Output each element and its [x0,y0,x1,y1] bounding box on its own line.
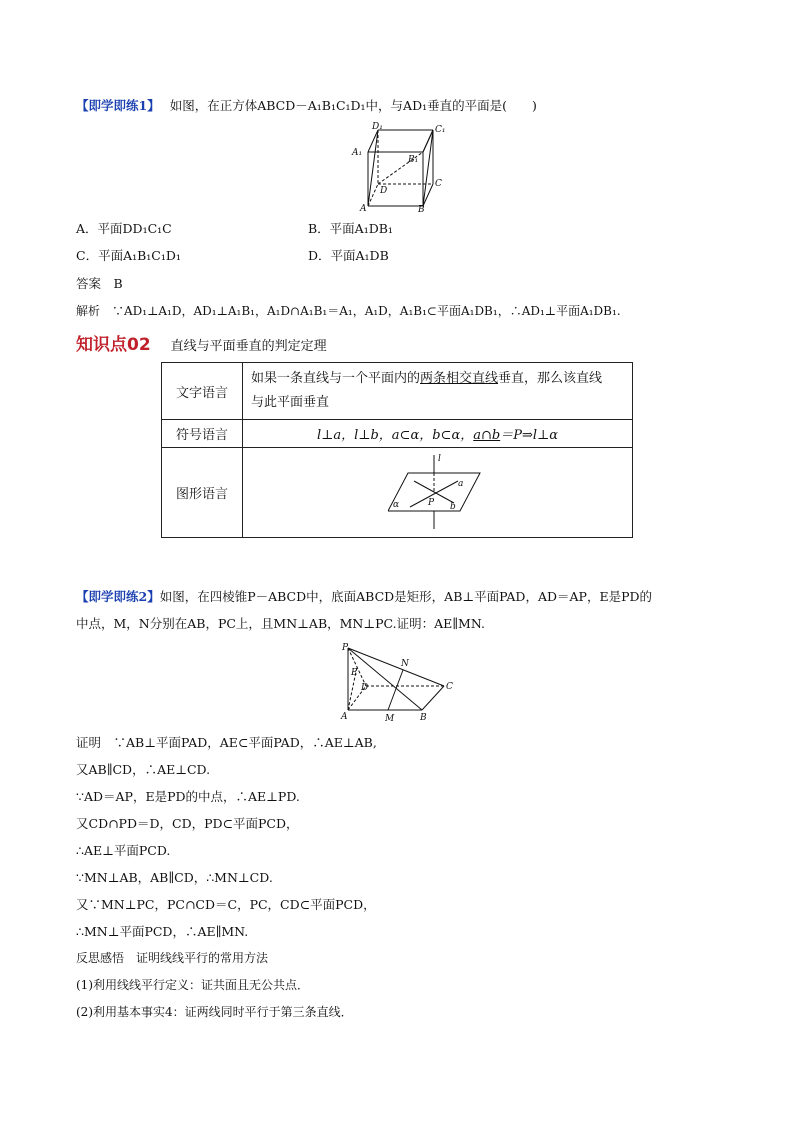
row-label-symbol: 符号语言 [162,420,243,448]
proof-line-6: ∵MN⊥AB，AB∥CD，∴MN⊥CD. [76,870,273,885]
q1-analysis: 解析 ∵AD₁⊥A₁D，AD₁⊥A₁B₁，A₁D∩A₁B₁＝A₁，A₁D，A₁B₁⊂平面A₁DB₁，∴AD₁⊥平面A₁DB₁. [76,304,621,318]
pyr-label-c: C [446,682,453,692]
cube-label-a: A [360,204,367,212]
symbol-language-cell: l⊥a，l⊥b，a⊂α，b⊂α，a∩b＝P⇒l⊥α [243,420,633,448]
row-label-figure: 图形语言 [162,448,243,538]
label-alpha: α [392,499,399,510]
cube-figure [348,120,448,212]
proof-line-4: 又CD∩PD＝D，CD，PD⊂平面PCD， [76,816,299,831]
option-b: B．平面A₁DB₁ [308,221,393,236]
pyr-label-a: A [341,712,348,722]
row-label-text: 文字语言 [162,363,243,420]
theorem-table [161,362,633,538]
plane-perpendicular-figure [388,453,488,533]
pyr-label-n: N [401,659,409,669]
option-a: A．平面DD₁C₁C [76,221,172,236]
pyr-label-d: D [361,683,369,693]
q1-answer: 答案 B [76,276,123,291]
cube-label-d1: D₁ [372,122,383,132]
q2-line2: 中点，M，N分别在AB，PC上，且MN⊥AB，MN⊥PC.证明：AE∥MN. [76,616,485,631]
cube-label-d: D [380,186,388,196]
reflection-title: 反思感悟 证明线线平行的常用方法 [76,951,269,965]
figure-language-cell [243,448,633,538]
label-p: P [427,497,434,508]
proof-line-7: 又∵MN⊥PC，PC∩CD＝C，PC，CD⊂平面PCD， [76,897,376,912]
pyr-label-m: M [385,714,395,724]
cube-label-c1: C₁ [435,125,446,135]
pyr-label-p: P [342,643,349,653]
proof-line-3: ∵AD＝AP，E是PD的中点，∴AE⊥PD. [76,789,300,804]
pyramid-figure [340,642,458,724]
proof-line-1: 证明 ∵AB⊥平面PAD，AE⊂平面PAD，∴AE⊥AB, [76,735,377,750]
cube-label-b: B [418,205,425,212]
q1-header [76,96,537,114]
q2-stem-1: 如图，在四棱锥P－ABCD中，底面ABCD是矩形，AB⊥平面PAD，AD＝AP，E是PD的 [159,589,653,604]
q2-tag: 【即学即练2】 [76,589,160,604]
kp-title: 知识点02 [76,335,151,355]
proof-line-2: 又AB∥CD，∴AE⊥CD. [76,762,211,777]
q1-tag: 【即学即练1】 [76,98,160,113]
reflection-item-2: (2)利用基本事实4：证两线同时平行于第三条直线． [76,1005,353,1019]
underlined-phrase: 两条相交直线 [420,371,499,386]
pyr-label-b: B [420,713,427,723]
option-d: D．平面A₁DB [308,248,389,263]
kp-subtitle: 直线与平面垂直的判定定理 [170,339,327,354]
label-a: a [457,478,463,489]
text-language-cell: 如果一条直线与一个平面内的两条相交直线垂直，那么该直线 与此平面垂直 [243,363,633,420]
label-l: l [437,453,441,464]
cube-label-c: C [435,179,442,189]
q1-stem: 如图，在正方体ABCD－A₁B₁C₁D₁中，与AD₁垂直的平面是( ) [169,98,537,113]
cube-label-a1: A₁ [352,148,363,158]
cube-label-b1: B₁ [408,155,419,165]
option-c: C．平面A₁B₁C₁D₁ [76,248,181,263]
knowledge-point-header [76,330,327,355]
reflection-item-1: (1)利用线线平行定义：证共面且无公共点． [76,978,309,992]
label-b: b [449,501,456,512]
pyr-label-e: E [351,668,358,678]
proof-line-8: ∴MN⊥平面PCD，∴AE∥MN. [76,924,249,939]
proof-line-5: ∴AE⊥平面PCD. [76,843,171,858]
q2-line1 [76,587,652,605]
